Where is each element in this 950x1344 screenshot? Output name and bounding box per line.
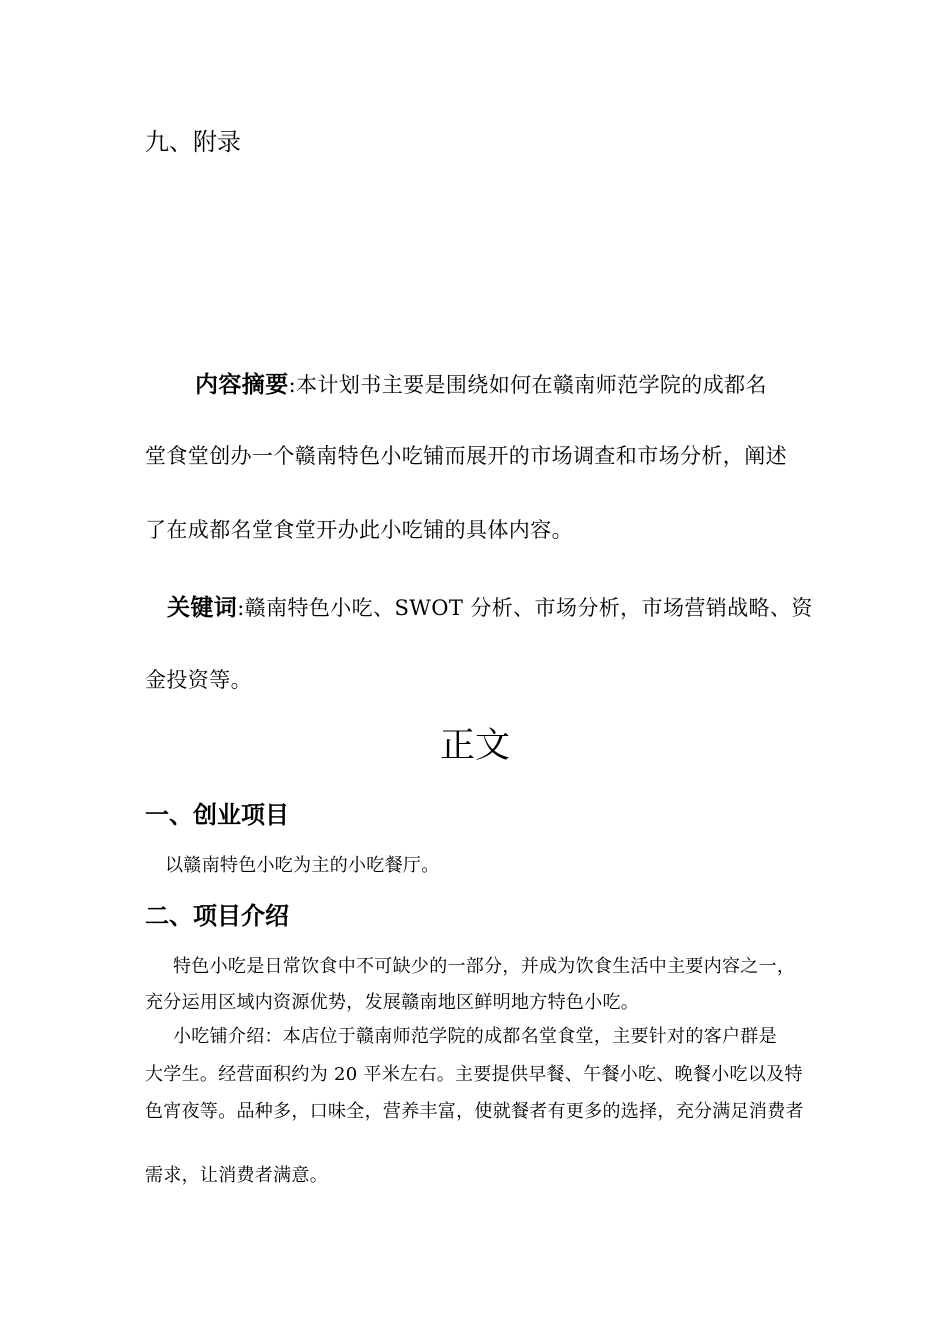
appendix-heading: 九、附录 xyxy=(145,128,241,156)
section-2-line-6: 需求，让消费者满意。 xyxy=(145,1165,328,1186)
section-2-line-2: 充分运用区域内资源优势，发展赣南地区鲜明地方特色小吃。 xyxy=(145,992,640,1013)
keywords-line-1 xyxy=(167,589,813,622)
section-2-line-1: 特色小吃是日常饮食中不可缺少的一部分，并成为饮食生活中主要内容之一， xyxy=(173,956,796,977)
main-title: 正文 xyxy=(439,726,510,766)
abstract-line-3: 了在成都名堂食堂开办此小吃铺的具体内容。 xyxy=(145,518,573,542)
keywords-line-2: 金投资等。 xyxy=(145,668,252,692)
section-heading-startup-project: 一、创业项目 xyxy=(145,801,289,829)
section-2-line-3: 小吃铺介绍：本店位于赣南师范学院的成都名堂食堂，主要针对的客户群是 xyxy=(173,1026,777,1047)
abstract-colon: : xyxy=(288,373,297,397)
section-1-paragraph: 以赣南特色小吃为主的小吃餐厅。 xyxy=(165,855,440,876)
abstract-label: 内容摘要 xyxy=(195,372,289,398)
abstract-line-2: 堂食堂创办一个赣南特色小吃铺而展开的市场调查和市场分析，阐述 xyxy=(145,444,787,468)
section-2-line-5: 色宵夜等。品种多，口味全，营养丰富，使就餐者有更多的选择，充分满足消费者 xyxy=(145,1101,804,1122)
abstract-text: 本计划书主要是围绕如何在赣南师范学院的成都名 xyxy=(296,373,767,397)
abstract-line-1 xyxy=(195,366,767,399)
keywords-colon: : xyxy=(237,596,245,620)
keywords-label: 关键词 xyxy=(167,595,238,621)
section-2-line-4: 大学生。经营面积约为 20 平米左右。主要提供早餐、午餐小吃、晚餐小吃以及特 xyxy=(145,1064,803,1085)
section-heading-project-intro: 二、项目介绍 xyxy=(145,902,289,930)
keywords-text: 赣南特色小吃、SWOT 分析、市场分析，市场营销战略、资 xyxy=(244,596,813,620)
